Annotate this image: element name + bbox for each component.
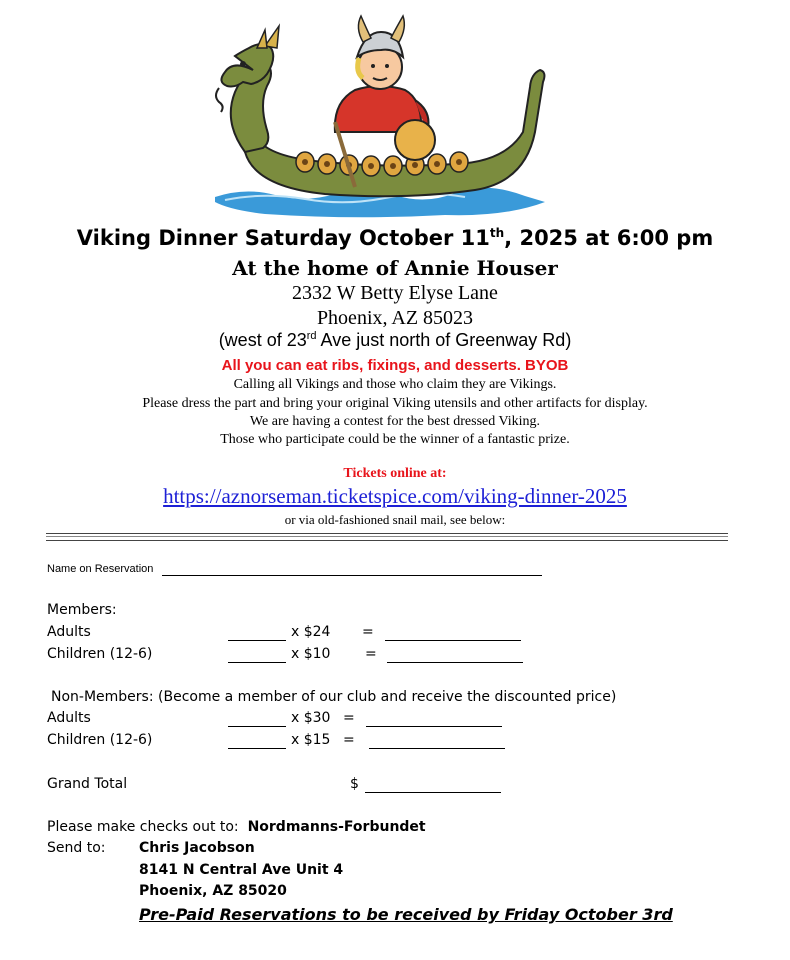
name-label: Name on Reservation [47, 563, 154, 575]
event-title: Viking Dinner Saturday October 11th, 2025 at 6:00 pm [76, 226, 714, 250]
nonmember-adults-price: x $30 [291, 710, 331, 726]
viking-ship-illustration [205, 12, 565, 222]
deadline-notice: Pre-Paid Reservations to be received by Friday October 3rd [139, 905, 673, 924]
description-line: Those who participate could be the winner of a fantastic prize. [220, 432, 570, 447]
description-line: Calling all Vikings and those who claim they are Vikings. [233, 377, 557, 392]
form-divider [46, 533, 728, 541]
equals-sign: = [343, 732, 355, 748]
menu-note: All you can eat ribs, fixings, and desserts. BYOB [221, 357, 569, 374]
member-adults-qty[interactable] [228, 640, 286, 641]
recipient-name: Chris Jacobson [139, 840, 255, 856]
mail-note: or via old-fashioned snail mail, see below: [284, 512, 506, 527]
recipient-city: Phoenix, AZ 85020 [139, 883, 287, 899]
member-children-total[interactable] [387, 662, 523, 663]
member-adults-price: x $24 [291, 624, 331, 640]
nonmember-adults-label: Adults [47, 710, 91, 726]
equals-sign: = [365, 646, 377, 662]
grand-total-label: Grand Total [47, 776, 128, 792]
description-line: We are having a contest for the best dressed Viking. [249, 414, 541, 429]
host-line: At the home of Annie Houser [232, 256, 558, 280]
checks-line: Please make checks out to: Nordmanns-Forbundet [47, 819, 426, 835]
recipient-street: 8141 N Central Ave Unit 4 [139, 862, 344, 878]
name-field[interactable] [162, 575, 542, 576]
nonmember-adults-qty[interactable] [228, 726, 286, 727]
member-children-price: x $10 [291, 646, 331, 662]
address-city: Phoenix, AZ 85023 [316, 307, 474, 329]
members-heading: Members: [47, 602, 117, 618]
nonmembers-heading: Non-Members: (Become a member of our club and receive the discounted price) [51, 689, 617, 705]
equals-sign: = [362, 624, 374, 640]
currency-sign: $ [350, 776, 359, 792]
member-children-label: Children (12-6) [47, 646, 153, 662]
nonmember-children-total[interactable] [369, 748, 505, 749]
member-adults-label: Adults [47, 624, 91, 640]
address-street: 2332 W Betty Elyse Lane [292, 282, 498, 304]
payee-name: Nordmanns-Forbundet [247, 819, 426, 835]
directions: (west of 23rd Ave just north of Greenway Rd) [218, 330, 572, 350]
tickets-label: Tickets online at: [343, 466, 447, 481]
nonmember-children-qty[interactable] [228, 748, 286, 749]
tickets-link[interactable]: https://aznorseman.ticketspice.com/viking-dinner-2025 [163, 484, 627, 508]
description-line: Please dress the part and bring your original Viking utensils and other artifacts for display. [142, 396, 648, 411]
send-label: Send to: [47, 840, 106, 856]
nonmember-children-label: Children (12-6) [47, 732, 153, 748]
member-children-qty[interactable] [228, 662, 286, 663]
grand-total-field[interactable] [365, 792, 501, 793]
member-adults-total[interactable] [385, 640, 521, 641]
equals-sign: = [343, 710, 355, 726]
nonmember-children-price: x $15 [291, 732, 331, 748]
nonmember-adults-total[interactable] [366, 726, 502, 727]
